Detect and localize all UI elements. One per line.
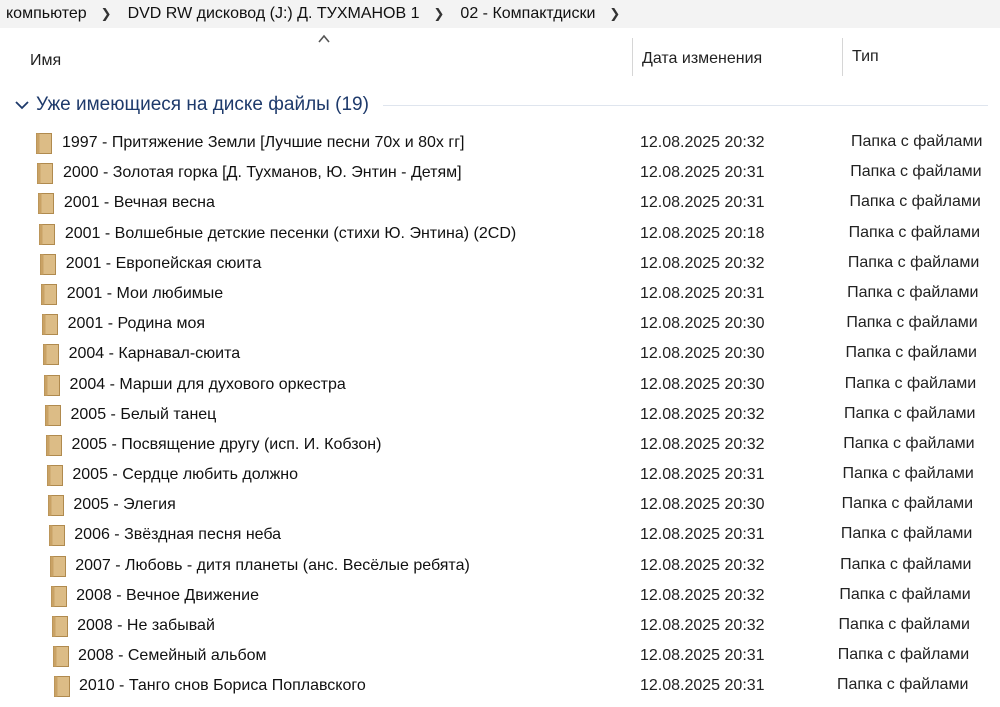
- file-row[interactable]: [0, 641, 1000, 671]
- file-name: 2008 - Семейный альбом: [78, 647, 267, 665]
- folder-icon: [45, 405, 61, 426]
- folder-icon: [52, 616, 68, 637]
- file-row[interactable]: [0, 309, 1000, 339]
- file-type: Папка с файлами: [851, 133, 983, 150]
- file-type: Папка с файлами: [845, 344, 977, 362]
- file-type: Папка с файлами: [842, 465, 974, 483]
- folder-icon: [44, 375, 60, 396]
- column-divider[interactable]: [842, 38, 843, 76]
- file-row[interactable]: [0, 339, 1000, 369]
- file-date: 12.08.2025 20:18: [640, 224, 765, 242]
- file-date: 12.08.2025 20:32: [640, 556, 765, 574]
- chevron-right-icon[interactable]: ❯: [100, 6, 112, 21]
- file-type: Папка с файлами: [840, 555, 972, 573]
- file-row[interactable]: [0, 430, 1000, 460]
- file-name: 2008 - Вечное Движение: [76, 586, 259, 604]
- column-header-bar: [0, 28, 1000, 86]
- chevron-right-icon[interactable]: ❯: [609, 6, 621, 21]
- group-divider-line: [383, 105, 988, 106]
- folder-icon: [37, 163, 53, 184]
- file-name: 2001 - Вечная весна: [63, 194, 215, 212]
- file-name: 2008 - Не забывай: [77, 617, 215, 634]
- breadcrumb-item-current-folder[interactable]: 02 - Компактдиски: [460, 5, 596, 22]
- file-date: 12.08.2025 20:31: [640, 194, 765, 212]
- group-header[interactable]: [0, 90, 1000, 120]
- file-date: 12.08.2025 20:31: [640, 526, 765, 544]
- file-row[interactable]: [0, 611, 1000, 641]
- file-row[interactable]: [0, 581, 1000, 611]
- file-type: Папка с файлами: [837, 646, 970, 664]
- file-name: 2005 - Белый танец: [70, 405, 217, 423]
- file-type: Папка с файлами: [841, 495, 974, 513]
- file-row[interactable]: [0, 460, 1000, 490]
- group-title: Уже имеющиеся на диске файлы (19): [36, 94, 369, 115]
- file-row[interactable]: [0, 671, 1000, 701]
- file-date: 12.08.2025 20:30: [640, 345, 765, 363]
- folder-icon: [54, 676, 70, 697]
- file-row[interactable]: [0, 188, 1000, 218]
- file-type: Папка с файлами: [846, 314, 978, 332]
- file-name: 2007 - Любовь - дитя планеты (анс. Весёлые ребята): [75, 556, 470, 574]
- file-date: 12.08.2025 20:32: [640, 405, 765, 423]
- file-type: Папка с файлами: [844, 404, 976, 422]
- file-name: 2004 - Марши для духового оркестра: [69, 375, 346, 393]
- chevron-right-icon[interactable]: ❯: [433, 6, 445, 21]
- folder-icon: [53, 646, 69, 667]
- folder-icon: [36, 133, 52, 154]
- folder-icon: [49, 525, 65, 546]
- column-header-name[interactable]: Имя: [30, 52, 62, 69]
- file-name: 2001 - Европейская сюита: [65, 254, 262, 272]
- file-name: 2001 - Родина моя: [67, 315, 205, 333]
- file-row[interactable]: [0, 551, 1000, 581]
- file-date: 12.08.2025 20:30: [640, 496, 765, 514]
- folder-icon: [43, 344, 59, 365]
- folder-icon: [48, 495, 64, 516]
- column-header-type[interactable]: Тип: [852, 48, 879, 65]
- file-name: 2006 - Звёздная песня неба: [74, 526, 282, 544]
- file-date: 12.08.2025 20:31: [640, 164, 765, 182]
- file-date: 12.08.2025 20:31: [640, 284, 765, 302]
- folder-icon: [51, 586, 67, 607]
- file-name: 2005 - Сердце любить должно: [72, 466, 299, 484]
- folder-icon: [41, 284, 57, 305]
- file-type: Папка с файлами: [838, 616, 970, 633]
- folder-icon: [50, 556, 66, 577]
- file-type: Папка с файлами: [840, 525, 973, 543]
- file-row[interactable]: [0, 520, 1000, 550]
- folder-icon: [47, 465, 63, 486]
- sort-up-icon: [318, 34, 330, 44]
- file-row[interactable]: [0, 249, 1000, 279]
- file-type: Папка с файлами: [843, 434, 975, 452]
- breadcrumb-item-computer[interactable]: компьютер: [6, 5, 87, 22]
- file-date: 12.08.2025 20:32: [640, 134, 765, 151]
- file-name: 1997 - Притяжение Земли [Лучшие песни 70х и 80х гг]: [62, 134, 465, 151]
- file-row[interactable]: [0, 279, 1000, 309]
- file-name: 2010 - Танго снов Бориса Поплавского: [79, 677, 366, 695]
- file-type: Папка с файлами: [849, 193, 981, 211]
- folder-icon: [46, 435, 62, 456]
- file-name: 2005 - Элегия: [73, 496, 176, 514]
- file-name: 2004 - Карнавал-сюита: [68, 345, 241, 363]
- file-type: Папка с файлами: [839, 585, 971, 603]
- file-name: 2000 - Золотая горка [Д. Тухманов, Ю. Энтин - Детям]: [62, 164, 462, 182]
- file-type: Папка с файлами: [844, 374, 977, 392]
- folder-icon: [39, 224, 55, 245]
- column-divider[interactable]: [632, 38, 633, 76]
- file-date: 12.08.2025 20:30: [640, 375, 765, 393]
- file-row[interactable]: [0, 158, 1000, 188]
- file-date: 12.08.2025 20:31: [640, 677, 765, 695]
- breadcrumb: [0, 0, 1000, 29]
- chevron-down-icon[interactable]: [14, 97, 30, 113]
- file-date: 12.08.2025 20:32: [640, 435, 765, 453]
- file-name: 2001 - Волшебные детские песенки (стихи Ю. Энтина) (2CD): [64, 224, 517, 242]
- folder-icon: [42, 314, 58, 335]
- file-row[interactable]: [0, 400, 1000, 430]
- file-row[interactable]: [0, 128, 1000, 158]
- file-name: 2001 - Мои любимые: [66, 284, 224, 302]
- folder-icon: [38, 193, 54, 214]
- file-row[interactable]: [0, 219, 1000, 249]
- file-date: 12.08.2025 20:31: [640, 647, 765, 665]
- file-name: 2005 - Посвящение другу (исп. И. Кобзон): [71, 435, 382, 453]
- file-date: 12.08.2025 20:32: [640, 254, 765, 272]
- file-date: 12.08.2025 20:30: [640, 315, 765, 333]
- file-date: 12.08.2025 20:32: [640, 617, 765, 634]
- file-list: [0, 128, 1000, 702]
- file-date: 12.08.2025 20:31: [640, 466, 765, 484]
- file-row[interactable]: [0, 370, 1000, 400]
- file-type: Папка с файлами: [848, 223, 981, 241]
- column-header-date[interactable]: Дата изменения: [642, 50, 763, 67]
- file-date: 12.08.2025 20:32: [640, 586, 765, 604]
- file-type: Папка с файлами: [847, 253, 980, 271]
- folder-icon: [40, 254, 56, 275]
- file-row[interactable]: [0, 490, 1000, 520]
- file-type: Папка с файлами: [850, 163, 982, 181]
- file-type: Папка с файлами: [847, 283, 979, 301]
- file-type: Папка с файлами: [837, 676, 969, 694]
- breadcrumb-item-dvd-drive[interactable]: DVD RW дисковод (J:) Д. ТУХМАНОВ 1: [127, 5, 420, 22]
